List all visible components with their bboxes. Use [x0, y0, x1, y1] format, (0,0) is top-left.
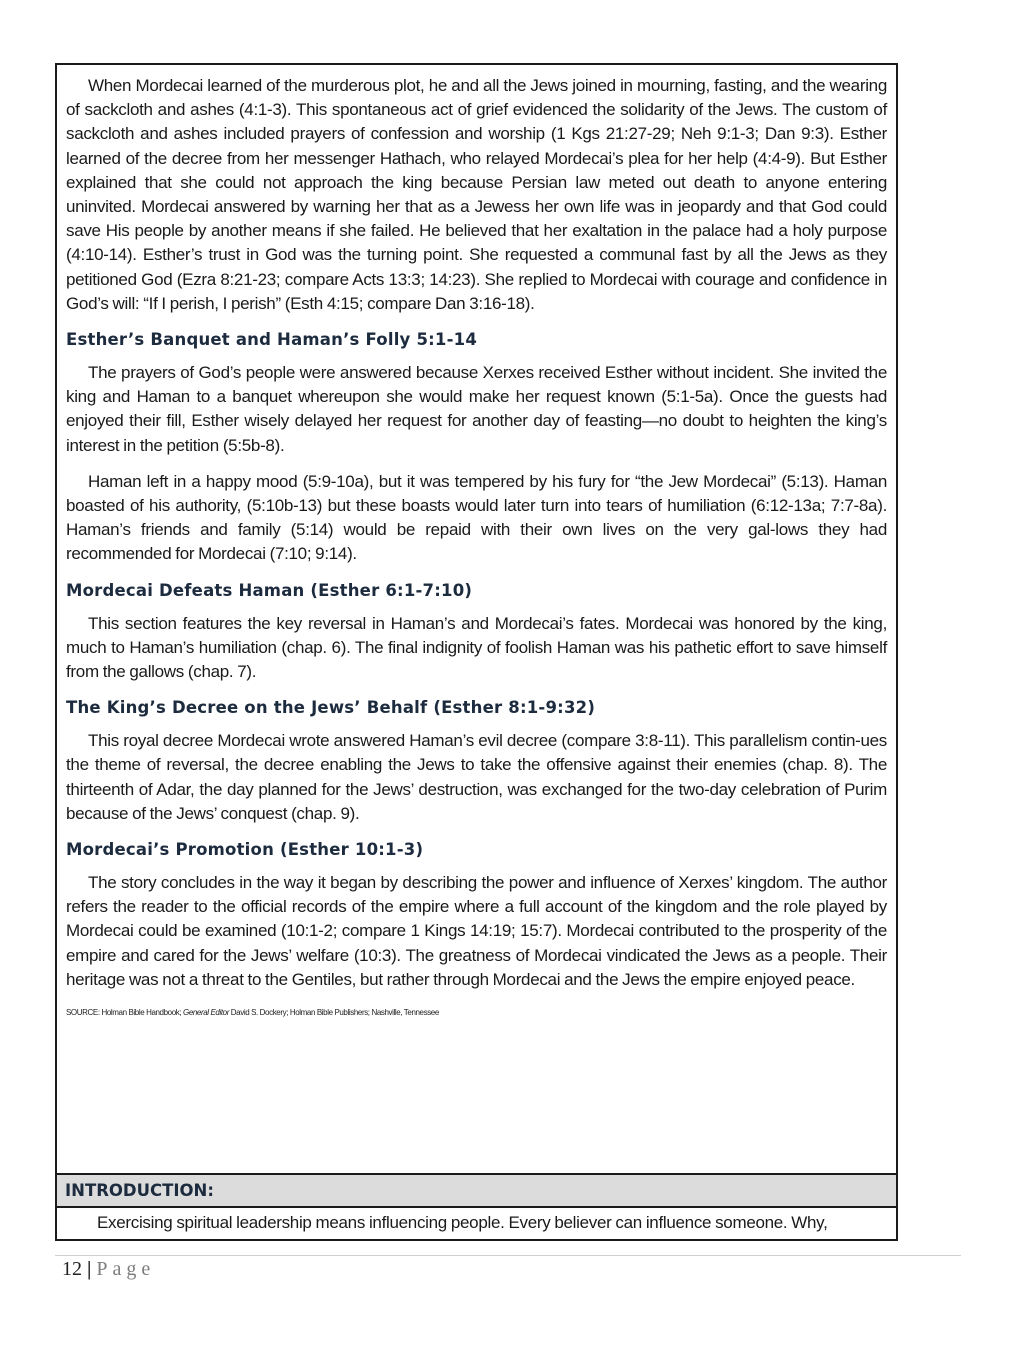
paragraph-royal-decree: This royal decree Mordecai wrote answered Haman’s evil decree (compare 3:8-11). This parallelism contin-ues the theme of reversal, the decree enabling the Jews to take the offensive against their enemies (chap. 8). The thirteenth of Adar, the day planned for the Jews’ destruction, was exchanged for the two-day celebration of Purim because of the Jews’ conquest (chap. 9).	[66, 731, 887, 823]
content-box	[55, 63, 898, 1241]
paragraph-haman-mood: Haman left in a happy mood (5:9-10a), but it was tempered by his fury for “the Jew Mordecai” (5:13). Haman boasted of his authority, (5:10b-13) but these boasts would later turn into tears of humiliation (6:12-13a; 7:7-8a). Haman’s friends and family (5:14) would be repaid with their own lives on the very gal-lows they had recommended for Mordecai (7:10; 9:14).	[66, 471, 887, 564]
heading-mordecai-defeats-haman: Mordecai Defeats Haman (Esther 6:1-7:10)	[66, 580, 473, 600]
heading-kings-decree: The King’s Decree on the Jews’ Behalf (Esther 8:1-9:32)	[66, 698, 596, 718]
introduction-header-bar	[57, 1173, 896, 1208]
page-number: 12	[62, 1258, 82, 1280]
introduction-text: Exercising spiritual leadership means influencing people. Every believer can influence someone. Why,	[97, 1213, 828, 1232]
source-citation	[66, 1008, 887, 1017]
paragraph-story-concludes: The story concludes in the way it began by describing the power and influence of Xerxes’ kingdom. The author refers the reader to the official records of the empire where a full account of the kingdom and the role played by Mordecai could be examined (10:1-2; compare 1 Kings 14:19; 15:7). Mordecai contributed to the prosperity of the empire and cared for the Jews’ welfare (10:3). The greatness of Mordecai vindicated the Jews as a people. Their heritage was not a threat to the Gentiles, but rather through Mordecai and the Jews the empire enjoyed peace.	[66, 873, 887, 989]
footer-divider	[55, 1255, 961, 1256]
article-body	[57, 65, 896, 1017]
paragraph-prayers-answered: The prayers of God’s people were answered because Xerxes received Esther without incident. She invited the king and Haman to a banquet whereupon she would make her request known (5:1-5a). Once the guests had enjoyed their fill, Esther wisely delayed her request for another day of feasting—no doubt to heighten the king’s interest in the petition (5:5b-8).	[66, 363, 887, 455]
page-separator: |	[87, 1258, 92, 1280]
page-footer	[62, 1258, 155, 1281]
paragraph-mordecai-mourning: When Mordecai learned of the murderous plot, he and all the Jews joined in mourning, fasting, and the wearing of sackcloth and ashes (4:1-3). This spontaneous act of grief evidenced the solidarity of the Jews. The custom of sackcloth and ashes included prayers of confession and worship (1 Kgs 21:27-29; Neh 9:1-3; Dan 9:3). Esther learned of the decree from her messenger Hathach, who relayed Mordecai’s plea for her help (4:4-9). But Esther explained that she could not approach the king because Persian law meted out death to anyone entering uninvited. Mordecai answered by warning her that as a Jewess her own life was in jeopardy and that God could save His people by another means if she failed. He believed that her exaltation in the palace had a holy purpose (4:10-14). Esther’s trust in God was the turning point. She requested a communal fast by all the Jews as they petitioned God (Ezra 8:21-23; compare Acts 13:3; 14:23). She replied to Mordecai with courage and confidence in God’s will: “If I perish, I perish” (Esth 4:15; compare Dan 3:16-18).	[66, 76, 887, 313]
page-label: Page	[96, 1258, 156, 1280]
heading-esthers-banquet: Esther’s Banquet and Haman’s Folly 5:1-14	[66, 330, 478, 350]
introduction-title: INTRODUCTION:	[65, 1181, 214, 1200]
heading-mordecai-promotion: Mordecai’s Promotion (Esther 10:1-3)	[66, 840, 424, 860]
source-italic: General Editor	[183, 1008, 229, 1018]
paragraph-key-reversal: This section features the key reversal in Haman’s and Mordecai’s fates. Mordecai was honored by the king, much to Haman’s humiliation (chap. 6). The final indignity of foolish Haman was his pathetic effort to save himself from the gallows (chap. 7).	[66, 613, 887, 682]
source-suffix: David S. Dockery; Holman Bible Publishers; Nashville, Tennessee	[228, 1008, 439, 1018]
source-prefix: SOURCE: Holman Bible Handbook;	[66, 1008, 183, 1018]
